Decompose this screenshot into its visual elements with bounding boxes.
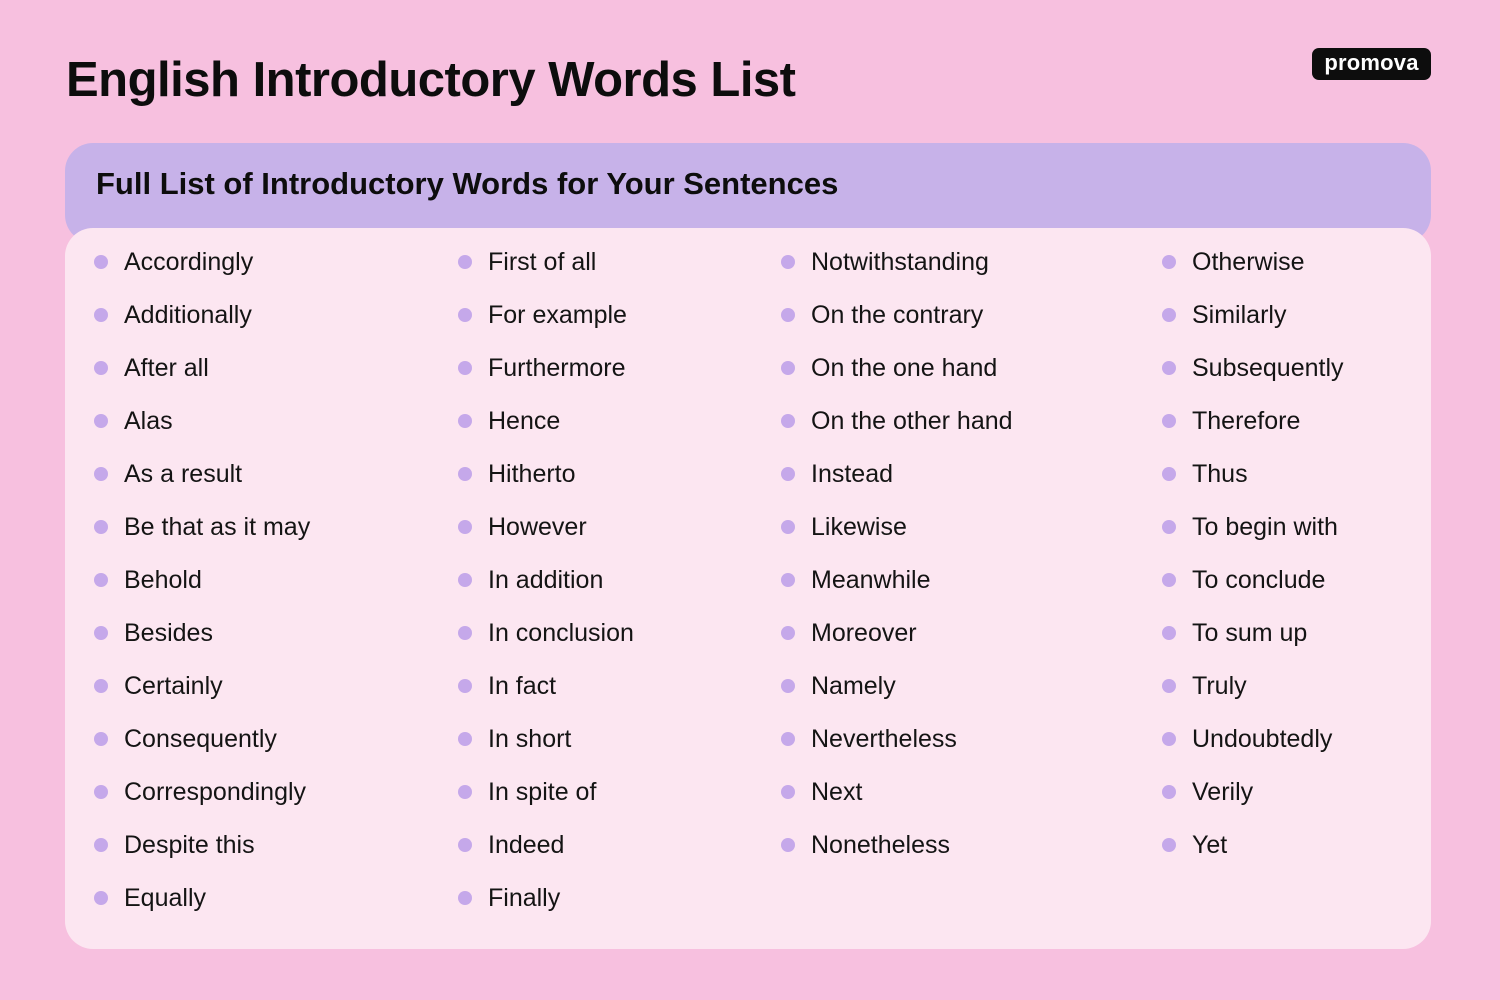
- introductory-word: Finally: [488, 884, 561, 912]
- bullet-icon: [458, 573, 472, 587]
- bullet-icon: [458, 679, 472, 693]
- bullet-icon: [94, 361, 108, 375]
- bullet-icon: [781, 573, 795, 587]
- bullet-icon: [94, 679, 108, 693]
- introductory-word: As a result: [124, 460, 243, 488]
- bullet-icon: [458, 626, 472, 640]
- bullet-icon: [94, 414, 108, 428]
- bullet-icon: [1162, 414, 1176, 428]
- bullet-icon: [1162, 520, 1176, 534]
- introductory-word: Next: [811, 778, 863, 806]
- bullet-icon: [1162, 785, 1176, 799]
- bullet-icon: [94, 467, 108, 481]
- introductory-word: In fact: [488, 672, 557, 700]
- introductory-word: Undoubtedly: [1192, 725, 1333, 753]
- introductory-word: Alas: [124, 407, 173, 435]
- bullet-icon: [781, 838, 795, 852]
- bullet-icon: [781, 520, 795, 534]
- introductory-word: On the other hand: [811, 407, 1013, 435]
- page-title: English Introductory Words List: [66, 53, 796, 107]
- bullet-icon: [1162, 679, 1176, 693]
- bullet-icon: [94, 732, 108, 746]
- bullet-icon: [781, 414, 795, 428]
- bullet-icon: [1162, 361, 1176, 375]
- bullet-icon: [94, 255, 108, 269]
- bullet-icon: [458, 520, 472, 534]
- bullet-icon: [1162, 308, 1176, 322]
- introductory-word: Indeed: [488, 831, 565, 859]
- introductory-word: Furthermore: [488, 354, 626, 382]
- bullet-icon: [781, 679, 795, 693]
- introductory-word: Moreover: [811, 619, 917, 647]
- bullet-icon: [458, 414, 472, 428]
- bullet-icon: [1162, 838, 1176, 852]
- introductory-word: However: [488, 513, 587, 541]
- introductory-word: Additionally: [124, 301, 252, 329]
- introductory-word: Similarly: [1192, 301, 1287, 329]
- bullet-icon: [1162, 467, 1176, 481]
- introductory-word: To begin with: [1192, 513, 1338, 541]
- bullet-icon: [94, 520, 108, 534]
- word-list-card: [65, 228, 1431, 949]
- bullet-icon: [94, 626, 108, 640]
- introductory-word: Notwithstanding: [811, 248, 989, 276]
- introductory-word: Hitherto: [488, 460, 576, 488]
- introductory-word: Consequently: [124, 725, 277, 753]
- introductory-word: On the one hand: [811, 354, 998, 382]
- bullet-icon: [781, 308, 795, 322]
- bullet-icon: [458, 785, 472, 799]
- bullet-icon: [94, 308, 108, 322]
- bullet-icon: [94, 891, 108, 905]
- introductory-word: Be that as it may: [124, 513, 311, 541]
- introductory-word: Correspondingly: [124, 778, 307, 806]
- introductory-word: For example: [488, 301, 627, 329]
- introductory-word: Certainly: [124, 672, 223, 700]
- bullet-icon: [458, 838, 472, 852]
- bullet-icon: [458, 255, 472, 269]
- introductory-word: To sum up: [1192, 619, 1308, 647]
- introductory-word: In short: [488, 725, 572, 753]
- bullet-icon: [1162, 255, 1176, 269]
- bullet-icon: [94, 838, 108, 852]
- bullet-icon: [458, 467, 472, 481]
- introductory-word: To conclude: [1192, 566, 1326, 594]
- introductory-word: Besides: [124, 619, 213, 647]
- introductory-word: Nonetheless: [811, 831, 950, 859]
- introductory-word: Verily: [1192, 778, 1254, 806]
- bullet-icon: [458, 732, 472, 746]
- bullet-icon: [458, 361, 472, 375]
- introductory-word: In conclusion: [488, 619, 634, 647]
- bullet-icon: [1162, 732, 1176, 746]
- introductory-word: First of all: [488, 248, 597, 276]
- introductory-word: Equally: [124, 884, 206, 912]
- introductory-word: Nevertheless: [811, 725, 957, 753]
- introductory-word: Likewise: [811, 513, 907, 541]
- introductory-word: In spite of: [488, 778, 597, 806]
- introductory-word: Yet: [1192, 831, 1228, 859]
- introductory-word: Thus: [1192, 460, 1248, 488]
- bullet-icon: [781, 732, 795, 746]
- bullet-icon: [94, 785, 108, 799]
- introductory-word: Hence: [488, 407, 561, 435]
- introductory-word: On the contrary: [811, 301, 984, 329]
- bullet-icon: [458, 891, 472, 905]
- introductory-word: Therefore: [1192, 407, 1301, 435]
- introductory-word: Meanwhile: [811, 566, 931, 594]
- section-title: Full List of Introductory Words for Your Sentences: [96, 166, 839, 201]
- introductory-word: Namely: [811, 672, 896, 700]
- introductory-word: Otherwise: [1192, 248, 1305, 276]
- bullet-icon: [781, 467, 795, 481]
- introductory-word: Truly: [1192, 672, 1247, 700]
- bullet-icon: [781, 255, 795, 269]
- introductory-word: Despite this: [124, 831, 255, 859]
- bullet-icon: [1162, 626, 1176, 640]
- promova-logo: promova: [1312, 48, 1431, 80]
- introductory-word: Subsequently: [1192, 354, 1344, 382]
- bullet-icon: [458, 308, 472, 322]
- bullet-icon: [781, 361, 795, 375]
- bullet-icon: [1162, 573, 1176, 587]
- bullet-icon: [781, 785, 795, 799]
- bullet-icon: [94, 573, 108, 587]
- introductory-word: Instead: [811, 460, 894, 488]
- introductory-word: Behold: [124, 566, 202, 594]
- introductory-word: After all: [124, 354, 209, 382]
- bullet-icon: [781, 626, 795, 640]
- introductory-word: Accordingly: [124, 248, 254, 276]
- introductory-word: In addition: [488, 566, 604, 594]
